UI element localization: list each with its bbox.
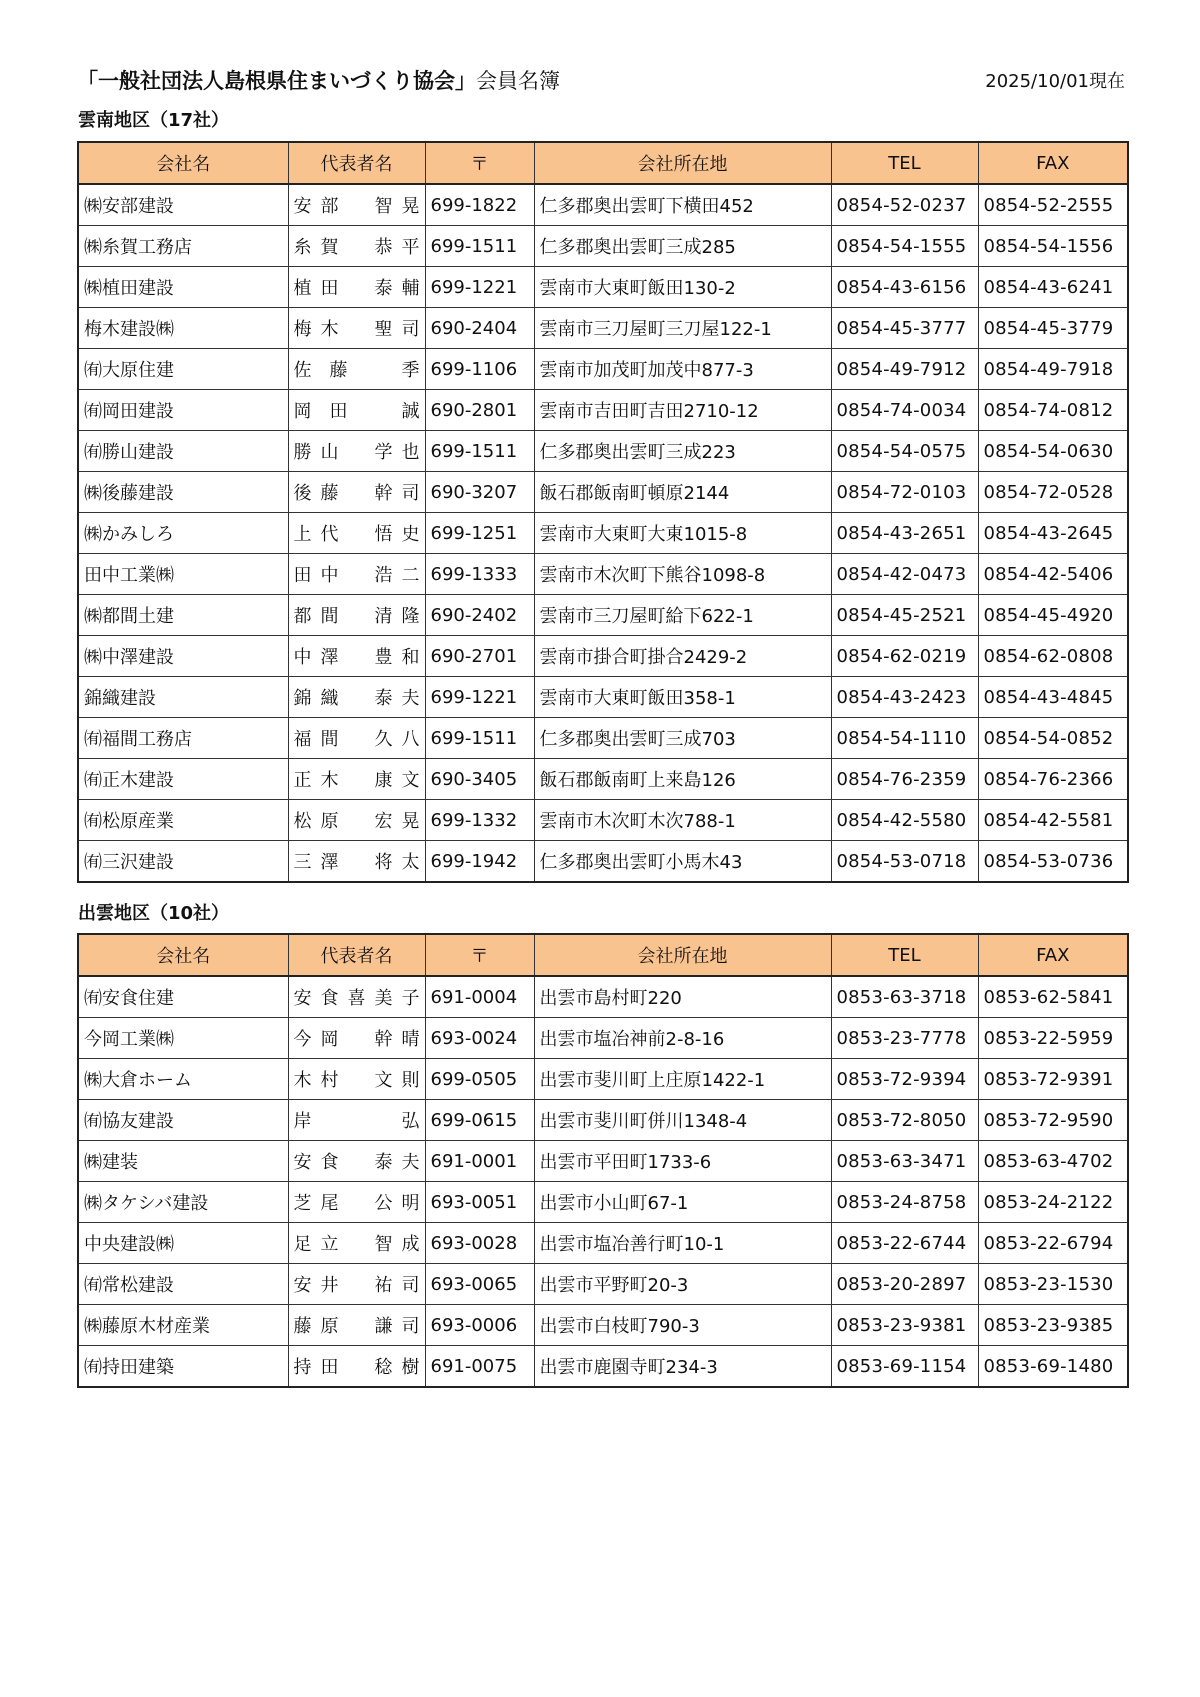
cell-company: 錦織建設 [78,677,288,718]
cell-address: 雲南市木次町下熊谷1098-8 [534,554,831,595]
section-title-izumo: 出雲地区（10社） [78,903,230,924]
cell-representative: 錦織 泰夫 [288,677,425,718]
cell-address: 出雲市斐川町上庄原1422-1 [534,1059,831,1100]
column-header-postal: 〒 [425,934,534,976]
cell-company: 梅木建設㈱ [78,308,288,349]
as-of-date: 2025/10/01現在 [985,71,1125,92]
table-row [78,800,1128,841]
cell-address: 雲南市大東町飯田358-1 [534,677,831,718]
cell-fax: 0854-43-6241 [978,267,1128,308]
column-header-address: 会社所在地 [534,142,831,184]
cell-postal: 699-1106 [425,349,534,390]
cell-postal: 699-1511 [425,226,534,267]
cell-tel: 0853-72-8050 [831,1100,978,1141]
cell-postal: 690-2404 [425,308,534,349]
cell-representative: 岸 弘 [288,1100,425,1141]
table-row [78,1018,1128,1059]
cell-address: 雲南市三刀屋町給下622-1 [534,595,831,636]
cell-fax: 0853-63-4702 [978,1141,1128,1182]
cell-company: ㈲大原住建 [78,349,288,390]
cell-address: 雲南市三刀屋町三刀屋122-1 [534,308,831,349]
cell-postal: 699-1221 [425,677,534,718]
cell-company: ㈲持田建築 [78,1346,288,1388]
table-header-row [78,142,1128,184]
column-header-fax: FAX [978,142,1128,184]
cell-company: ㈱タケシバ建設 [78,1182,288,1223]
table-row [78,636,1128,677]
cell-fax: 0854-54-0630 [978,431,1128,472]
table-row [78,431,1128,472]
cell-fax: 0854-42-5581 [978,800,1128,841]
cell-company: ㈲常松建設 [78,1264,288,1305]
cell-representative: 後藤 幹司 [288,472,425,513]
cell-company: ㈱安部建設 [78,184,288,226]
cell-representative: 都間 清隆 [288,595,425,636]
cell-postal: 691-0004 [425,976,534,1018]
cell-postal: 690-3207 [425,472,534,513]
cell-tel: 0854-43-2651 [831,513,978,554]
cell-company: 今岡工業㈱ [78,1018,288,1059]
cell-address: 出雲市塩冶神前2-8-16 [534,1018,831,1059]
column-header-representative: 代表者名 [288,934,425,976]
table-row [78,1346,1128,1388]
cell-fax: 0854-49-7918 [978,349,1128,390]
cell-representative: 佐藤 季 [288,349,425,390]
table-row [78,1059,1128,1100]
table-row [78,184,1128,226]
cell-address: 仁多郡奥出雲町三成223 [534,431,831,472]
table-row [78,472,1128,513]
cell-address: 出雲市塩冶善行町10-1 [534,1223,831,1264]
cell-representative: 安食 泰夫 [288,1141,425,1182]
cell-representative: 安食喜美子 [288,976,425,1018]
cell-fax: 0853-24-2122 [978,1182,1128,1223]
cell-tel: 0853-69-1154 [831,1346,978,1388]
cell-company: ㈲三沢建設 [78,841,288,883]
member-table-unnan [77,141,1129,883]
table-row [78,226,1128,267]
table-row [78,718,1128,759]
table-row [78,1141,1128,1182]
cell-postal: 693-0051 [425,1182,534,1223]
column-header-representative: 代表者名 [288,142,425,184]
cell-representative: 岡田 誠 [288,390,425,431]
cell-company: 田中工業㈱ [78,554,288,595]
cell-company: 中央建設㈱ [78,1223,288,1264]
cell-fax: 0853-72-9391 [978,1059,1128,1100]
cell-address: 出雲市鹿園寺町234-3 [534,1346,831,1388]
cell-tel: 0853-20-2897 [831,1264,978,1305]
cell-fax: 0853-22-5959 [978,1018,1128,1059]
cell-tel: 0853-22-6744 [831,1223,978,1264]
cell-postal: 693-0006 [425,1305,534,1346]
member-table-body [78,976,1128,1387]
table-row [78,595,1128,636]
cell-tel: 0854-62-0219 [831,636,978,677]
cell-tel: 0854-54-1110 [831,718,978,759]
cell-representative: 糸賀 恭平 [288,226,425,267]
cell-address: 出雲市斐川町併川1348-4 [534,1100,831,1141]
cell-address: 雲南市大東町飯田130-2 [534,267,831,308]
cell-representative: 足立 智成 [288,1223,425,1264]
cell-tel: 0854-54-1555 [831,226,978,267]
cell-address: 仁多郡奥出雲町三成285 [534,226,831,267]
member-table-izumo [77,933,1129,1388]
cell-fax: 0853-23-9385 [978,1305,1128,1346]
column-header-postal: 〒 [425,142,534,184]
cell-representative: 安井 祐司 [288,1264,425,1305]
cell-company: ㈲岡田建設 [78,390,288,431]
cell-fax: 0854-54-0852 [978,718,1128,759]
column-header-fax: FAX [978,934,1128,976]
cell-address: 仁多郡奥出雲町下横田452 [534,184,831,226]
cell-company: ㈱都間土建 [78,595,288,636]
table-row [78,1182,1128,1223]
table-row [78,1100,1128,1141]
cell-company: ㈱植田建設 [78,267,288,308]
cell-tel: 0853-23-7778 [831,1018,978,1059]
cell-representative: 持田 稔樹 [288,1346,425,1388]
cell-postal: 699-1822 [425,184,534,226]
cell-fax: 0854-76-2366 [978,759,1128,800]
cell-tel: 0854-45-3777 [831,308,978,349]
cell-tel: 0854-53-0718 [831,841,978,883]
cell-postal: 699-1221 [425,267,534,308]
cell-company: ㈱建装 [78,1141,288,1182]
cell-tel: 0854-74-0034 [831,390,978,431]
cell-tel: 0854-76-2359 [831,759,978,800]
document-title-suffix: 会員名簿 [476,69,560,93]
cell-fax: 0854-62-0808 [978,636,1128,677]
cell-representative: 福間 久八 [288,718,425,759]
cell-fax: 0854-45-3779 [978,308,1128,349]
cell-company: ㈱糸賀工務店 [78,226,288,267]
column-header-tel: TEL [831,142,978,184]
cell-postal: 691-0001 [425,1141,534,1182]
cell-postal: 693-0028 [425,1223,534,1264]
cell-representative: 安部 智晃 [288,184,425,226]
table-row [78,976,1128,1018]
cell-postal: 690-2402 [425,595,534,636]
cell-fax: 0853-62-5841 [978,976,1128,1018]
cell-representative: 中澤 豊和 [288,636,425,677]
cell-postal: 691-0075 [425,1346,534,1388]
cell-address: 雲南市掛合町掛合2429-2 [534,636,831,677]
cell-address: 雲南市大東町大東1015-8 [534,513,831,554]
cell-address: 出雲市小山町67-1 [534,1182,831,1223]
cell-company: ㈱かみしろ [78,513,288,554]
cell-tel: 0853-72-9394 [831,1059,978,1100]
cell-postal: 699-1332 [425,800,534,841]
cell-fax: 0854-43-2645 [978,513,1128,554]
cell-fax: 0853-69-1480 [978,1346,1128,1388]
cell-company: ㈱大倉ホーム [78,1059,288,1100]
cell-tel: 0854-42-0473 [831,554,978,595]
cell-tel: 0854-45-2521 [831,595,978,636]
cell-postal: 690-2801 [425,390,534,431]
cell-postal: 690-3405 [425,759,534,800]
cell-fax: 0853-72-9590 [978,1100,1128,1141]
cell-tel: 0853-24-8758 [831,1182,978,1223]
cell-address: 出雲市白枝町790-3 [534,1305,831,1346]
table-row [78,759,1128,800]
cell-postal: 690-2701 [425,636,534,677]
table-row [78,841,1128,883]
table-row [78,677,1128,718]
section-title-unnan: 雲南地区（17社） [78,110,230,131]
cell-fax: 0854-45-4920 [978,595,1128,636]
cell-fax: 0854-72-0528 [978,472,1128,513]
cell-address: 飯石郡飯南町上来島126 [534,759,831,800]
cell-address: 仁多郡奥出雲町小馬木43 [534,841,831,883]
cell-company: ㈱藤原木材産業 [78,1305,288,1346]
cell-representative: 松原 宏晃 [288,800,425,841]
cell-postal: 699-1251 [425,513,534,554]
cell-company: ㈱後藤建設 [78,472,288,513]
table-row [78,390,1128,431]
document-title [77,64,560,98]
table-row [78,267,1128,308]
cell-representative: 植田 泰輔 [288,267,425,308]
cell-representative: 三澤 将太 [288,841,425,883]
table-row [78,554,1128,595]
cell-fax: 0854-52-2555 [978,184,1128,226]
cell-company: ㈲勝山建設 [78,431,288,472]
cell-postal: 693-0024 [425,1018,534,1059]
cell-postal: 699-1511 [425,718,534,759]
cell-postal: 699-0505 [425,1059,534,1100]
cell-representative: 木村 文則 [288,1059,425,1100]
cell-postal: 699-1942 [425,841,534,883]
cell-representative: 芝尾 公明 [288,1182,425,1223]
cell-address: 出雲市平田町1733-6 [534,1141,831,1182]
cell-postal: 699-0615 [425,1100,534,1141]
cell-tel: 0853-63-3718 [831,976,978,1018]
cell-representative: 今岡 幹晴 [288,1018,425,1059]
cell-address: 雲南市加茂町加茂中877-3 [534,349,831,390]
cell-representative: 梅木 聖司 [288,308,425,349]
cell-address: 雲南市吉田町吉田2710-12 [534,390,831,431]
cell-address: 仁多郡奥出雲町三成703 [534,718,831,759]
cell-postal: 699-1333 [425,554,534,595]
cell-fax: 0853-22-6794 [978,1223,1128,1264]
cell-tel: 0854-54-0575 [831,431,978,472]
cell-fax: 0853-23-1530 [978,1264,1128,1305]
cell-tel: 0853-23-9381 [831,1305,978,1346]
cell-fax: 0854-53-0736 [978,841,1128,883]
cell-tel: 0854-52-0237 [831,184,978,226]
cell-representative: 藤原 謙司 [288,1305,425,1346]
table-row [78,513,1128,554]
cell-tel: 0854-72-0103 [831,472,978,513]
cell-representative: 上代 悟史 [288,513,425,554]
cell-tel: 0854-49-7912 [831,349,978,390]
column-header-company: 会社名 [78,934,288,976]
cell-fax: 0854-42-5406 [978,554,1128,595]
table-row [78,1264,1128,1305]
member-table-body [78,184,1128,882]
cell-address: 出雲市平野町20-3 [534,1264,831,1305]
cell-tel: 0854-43-2423 [831,677,978,718]
document-header [77,64,1125,98]
cell-fax: 0854-43-4845 [978,677,1128,718]
cell-postal: 693-0065 [425,1264,534,1305]
cell-company: ㈱中澤建設 [78,636,288,677]
cell-tel: 0854-43-6156 [831,267,978,308]
document-title-main: 「一般社団法人島根県住まいづくり協会」 [77,69,476,93]
table-row [78,1223,1128,1264]
cell-tel: 0854-42-5580 [831,800,978,841]
column-header-tel: TEL [831,934,978,976]
table-row [78,308,1128,349]
cell-representative: 正木 康文 [288,759,425,800]
cell-company: ㈲協友建設 [78,1100,288,1141]
table-row [78,349,1128,390]
cell-fax: 0854-74-0812 [978,390,1128,431]
cell-tel: 0853-63-3471 [831,1141,978,1182]
column-header-company: 会社名 [78,142,288,184]
cell-representative: 勝山 学也 [288,431,425,472]
table-row [78,1305,1128,1346]
cell-representative: 田中 浩二 [288,554,425,595]
cell-address: 雲南市木次町木次788-1 [534,800,831,841]
cell-fax: 0854-54-1556 [978,226,1128,267]
column-header-address: 会社所在地 [534,934,831,976]
cell-address: 飯石郡飯南町頓原2144 [534,472,831,513]
cell-company: ㈲正木建設 [78,759,288,800]
cell-company: ㈲松原産業 [78,800,288,841]
cell-address: 出雲市島村町220 [534,976,831,1018]
cell-company: ㈲福間工務店 [78,718,288,759]
table-header-row [78,934,1128,976]
cell-postal: 699-1511 [425,431,534,472]
cell-company: ㈲安食住建 [78,976,288,1018]
